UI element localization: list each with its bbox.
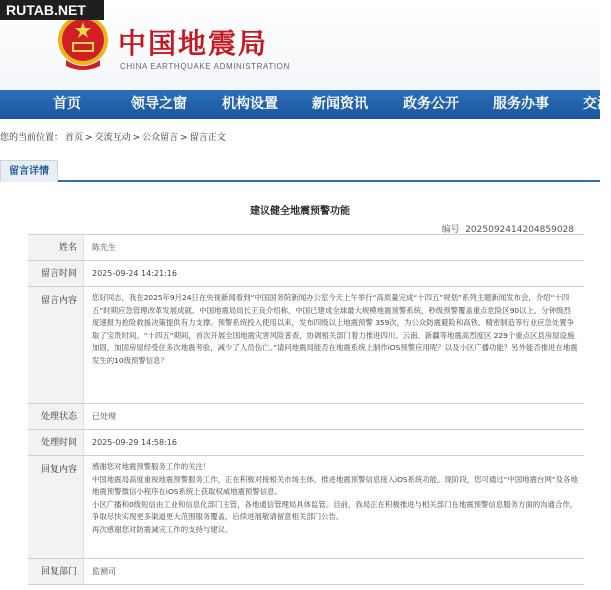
breadcrumb-item-home[interactable]: 首页: [65, 133, 84, 143]
row-value: [92, 461, 578, 537]
row-label: 留言时间: [28, 261, 84, 286]
detail-tab-bar: [0, 160, 600, 182]
breadcrumb: [0, 130, 228, 143]
row-label: 处理状态: [28, 404, 84, 429]
main-navigation: [0, 90, 611, 119]
site-name-en: CHINA EARTHQUAKE ADMINISTRATION: [120, 62, 290, 71]
table-row-dept: [28, 559, 584, 585]
row-label: 姓名: [28, 235, 84, 260]
breadcrumb-separator: >: [85, 133, 93, 143]
table-row-content: [28, 287, 584, 404]
reply-paragraph: 再次感谢您对防震减灾工作的支持与建议。: [92, 524, 233, 534]
reply-paragraph: 感谢您对地震预警服务工作的关注！: [92, 462, 211, 471]
breadcrumb-item-current: 留言正文: [189, 133, 226, 143]
reply-paragraph: 中国地震局高度重视地震预警服务工作，正在积极对接相关市场主体，推进地震预警信息接入iOS系统功能。现阶段，您可通过“中国地震台网”及各地地震预警微信小程序在iOS系统上获取权威地震预警信息。: [92, 474, 578, 497]
message-number-label: 编号: [441, 225, 460, 235]
row-label: 处理时间: [28, 430, 84, 455]
table-row-time: [28, 261, 584, 287]
table-row-status: [28, 404, 584, 430]
nav-item-news[interactable]: 新闻资讯: [312, 96, 368, 112]
site-name-cn[interactable]: 中国地震局: [118, 27, 269, 60]
row-value: 2025-09-29 14:58:16: [92, 438, 177, 447]
breadcrumb-item-public-messages[interactable]: 公众留言: [142, 133, 179, 143]
row-label: 回复内容: [28, 456, 84, 558]
message-number-value: 2025092414204859028: [465, 225, 574, 235]
row-value: 监测司: [92, 567, 116, 576]
nav-item-organization[interactable]: 机构设置: [222, 96, 278, 112]
table-row-reply: [28, 456, 584, 559]
tab-message-details[interactable]: 留言详情: [0, 160, 58, 182]
row-label: 留言内容: [28, 287, 84, 403]
nav-item-gov-affairs[interactable]: 政务公开: [403, 96, 459, 112]
message-detail-table: [28, 234, 584, 577]
row-value: 已处理: [92, 412, 116, 421]
table-row-name: [28, 235, 584, 261]
national-emblem-icon[interactable]: [56, 12, 110, 74]
nav-item-interaction[interactable]: 交流: [583, 96, 611, 112]
reply-paragraph: 小区广播和0级短信由工业和信息化部门主管，各地通信管理局具体监管。目前，我局正在积极推进与相关部门在地震预警信息服务方面的沟通合作，争取尽快实现更多渠道更大范围服务覆盖，后续进展敬请留意相关部门公告。: [92, 499, 578, 522]
nav-item-services[interactable]: 服务办事: [493, 96, 549, 112]
table-row-handle-time: [28, 430, 584, 456]
row-label: 回复部门: [28, 559, 84, 584]
row-value: 您好同志，我在2025年9月24日在央视新闻看到“中国国务院新闻办公室今天上午举行“高质量完成“十四五”规划”系列主题新闻发布会，介绍“十四五”时期应急管理改革发展成就。中国地震局局长王良介绍称，中国已建成全球最大规模地震预警系统，秒级预警覆盖重点危险区90以上，分钟级烈度速报为抢险救援决策提供有力支撑。预警系统投入使用以来，发布四级以上地震预警 359次，为公众防震避险和高铁、精密制造等行业应急处置争取了宝贵时间。“十四五”期间，首次开展全国地震灾害风险普查，协调相关部门着力推进四川、云南、新疆等地震高烈度区 229个重点区县房屋设施加固，加固房屋经受住多次地震考验，减少了人员伤亡。”请问地震局能否在地震系统上制作iOS预警应用呢？以及小区广播功能？另外能否推进在地震发生的10级预警信息？: [92, 293, 578, 365]
breadcrumb-separator: >: [132, 133, 141, 143]
watermark-label: RUTAB.NET: [0, 0, 104, 20]
breadcrumb-item-interaction[interactable]: 交流互动: [94, 133, 131, 143]
breadcrumb-separator: >: [180, 133, 188, 143]
message-title: 建议健全地震预警功能: [250, 206, 350, 217]
breadcrumb-prefix: 您的当前位置：: [0, 133, 64, 143]
nav-item-leaders[interactable]: 领导之窗: [131, 96, 187, 112]
nav-item-home[interactable]: 首页: [53, 96, 81, 112]
row-value: 2025-09-24 14:21:16: [92, 269, 177, 278]
row-value: 陈先生: [92, 243, 116, 252]
